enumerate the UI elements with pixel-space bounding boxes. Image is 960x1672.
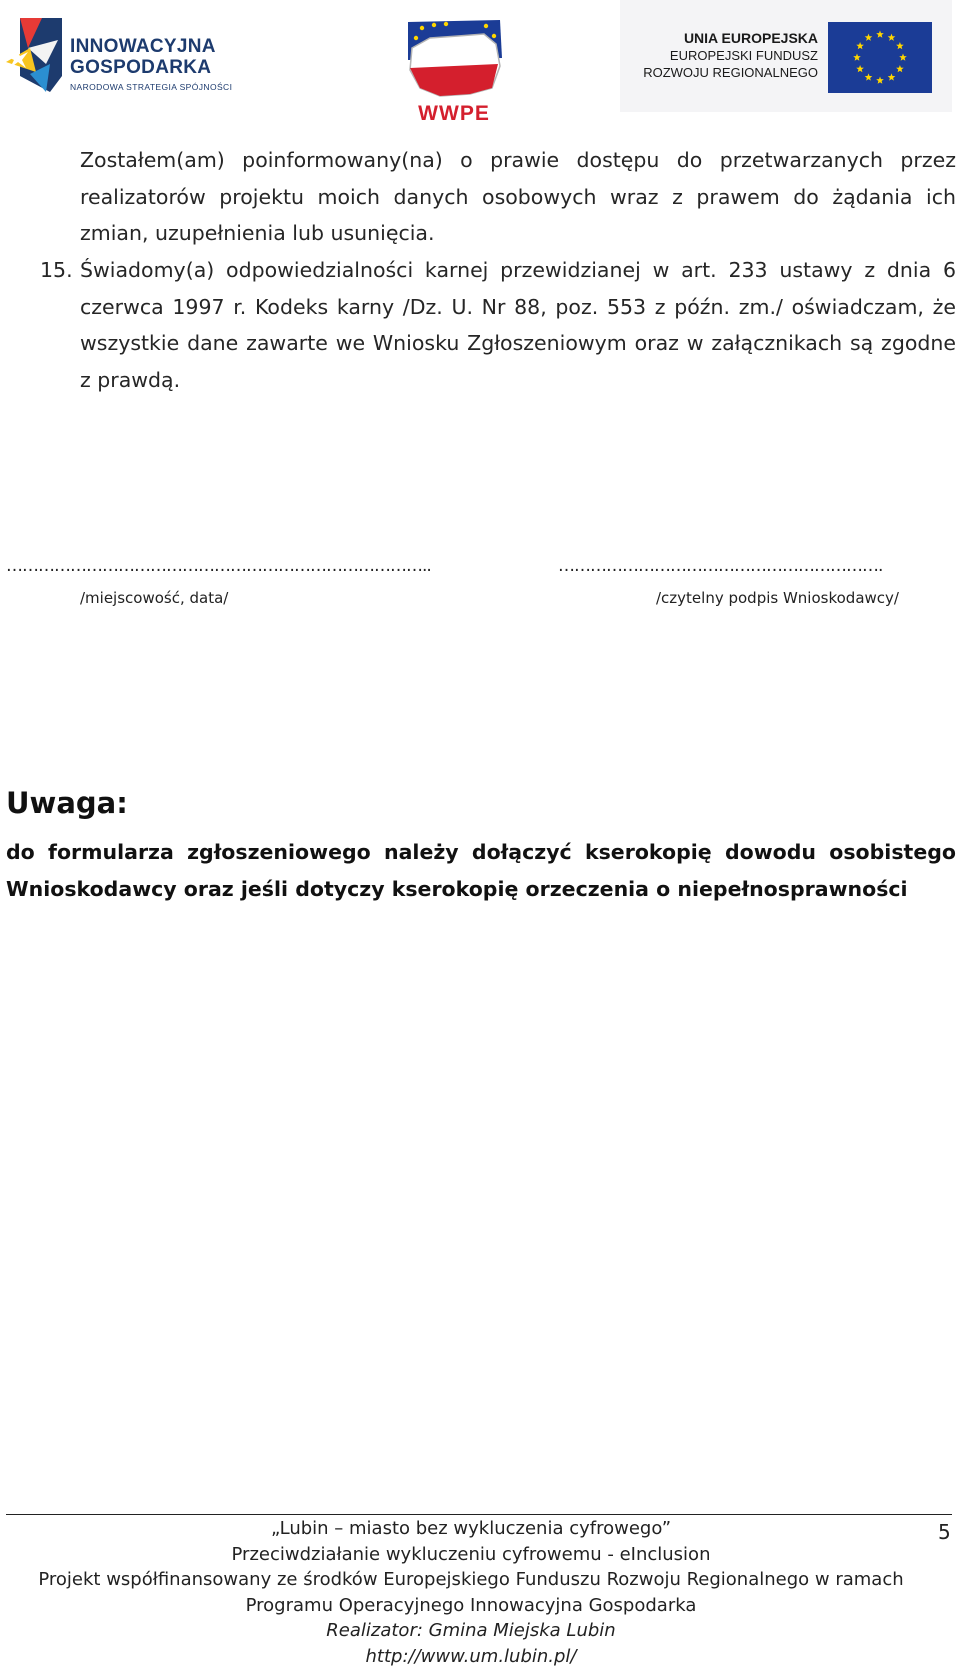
eu-star-icon bbox=[876, 31, 884, 38]
footer-realizer: Realizator: Gmina Miejska Lubin bbox=[326, 1620, 616, 1641]
innowacyjna-gospodarka-emblem-icon bbox=[6, 18, 66, 98]
note-text bbox=[6, 834, 956, 908]
signature-label: /czytelny podpis Wnioskodawcy/ bbox=[656, 589, 899, 607]
unia-europejska-logo bbox=[620, 0, 952, 112]
innowacyjna-gospodarka-logo bbox=[6, 18, 246, 98]
eu-star-icon bbox=[856, 42, 864, 49]
footer-cofinancing: Projekt współfinansowany ze środków Europejskiego Funduszu Rozwoju Regionalnego w ramach bbox=[38, 1569, 904, 1590]
statement-item-15 bbox=[40, 252, 956, 398]
logo-eu-line2: EUROPEJSKI FUNDUSZ bbox=[669, 48, 818, 63]
wwpe-logo bbox=[400, 18, 510, 123]
eu-star-icon bbox=[899, 54, 907, 61]
footer-website: http://www.um.lubin.pl/ bbox=[365, 1645, 577, 1667]
eu-star-icon bbox=[865, 73, 873, 80]
logo-ig-line2: GOSPODARKA bbox=[70, 57, 212, 78]
eu-star-icon bbox=[865, 34, 873, 41]
eu-flag-icon bbox=[828, 22, 932, 93]
note-heading: Uwaga: bbox=[6, 786, 128, 820]
note-line-2: Wnioskodawcy oraz jeśli dotyczy kserokopię orzeczenia o niepełnosprawności bbox=[6, 877, 908, 901]
consent-paragraph bbox=[80, 142, 956, 252]
logo-ig-line3: NARODOWA STRATEGIA SPÓJNOŚCI bbox=[70, 82, 233, 92]
logo-ig-line1: INNOWACYJNA bbox=[70, 36, 216, 57]
place-date-line: …………………………………………………………………….. bbox=[6, 556, 431, 576]
logo-eu-line3: ROZWOJU REGIONALNEGO bbox=[643, 65, 818, 80]
logo-eu-line1: UNIA EUROPEJSKA bbox=[683, 30, 818, 46]
place-date-label: /miejscowość, data/ bbox=[80, 589, 229, 607]
consent-text: Zostałem(am) poinformowany(na) o prawie dostępu do przetwarzanych przez realizatorów projektu moich danych osobowych wraz z prawem do żądania ich zmian, uzupełnienia lub usunięcia. bbox=[80, 148, 956, 245]
wwpe-emblem-icon bbox=[400, 18, 510, 102]
eu-star-icon bbox=[896, 42, 904, 49]
footer-divider bbox=[6, 1514, 952, 1515]
statement-text: Świadomy(a) odpowiedzialności karnej przewidzianej w art. 233 ustawy z dnia 6 czerwca 1997 r. Kodeks karny /Dz. U. Nr 88, poz. 553 z późn. zm./ oświadczam, że wszystkie dane zawarte we Wniosku Zgłoszeniowym oraz w załącznikach są zgodne z prawdą. bbox=[80, 258, 956, 392]
signature-line: ……………………………………………………. bbox=[558, 556, 883, 576]
eu-star-icon bbox=[896, 65, 904, 72]
footer-program-name: Przeciwdziałanie wykluczeniu cyfrowemu - eInclusion bbox=[231, 1543, 711, 1565]
eu-star-icon bbox=[856, 65, 864, 72]
wwpe-text: WWPE bbox=[418, 102, 490, 125]
note-line-1: do formularza zgłoszeniowego należy dołączyć kserokopię dowodu osobistego bbox=[6, 840, 956, 864]
eu-star-icon bbox=[876, 77, 884, 84]
footer bbox=[6, 1516, 936, 1669]
page-number: 5 bbox=[938, 1520, 951, 1544]
footer-project-title: „Lubin – miasto bez wykluczenia cyfrowego” bbox=[270, 1518, 672, 1539]
eu-star-icon bbox=[888, 34, 896, 41]
eu-star-icon bbox=[888, 73, 896, 80]
item-number: 15. bbox=[40, 258, 73, 282]
eu-star-icon bbox=[853, 54, 861, 61]
footer-operational-program: Programu Operacyjnego Innowacyjna Gospodarka bbox=[245, 1594, 697, 1616]
